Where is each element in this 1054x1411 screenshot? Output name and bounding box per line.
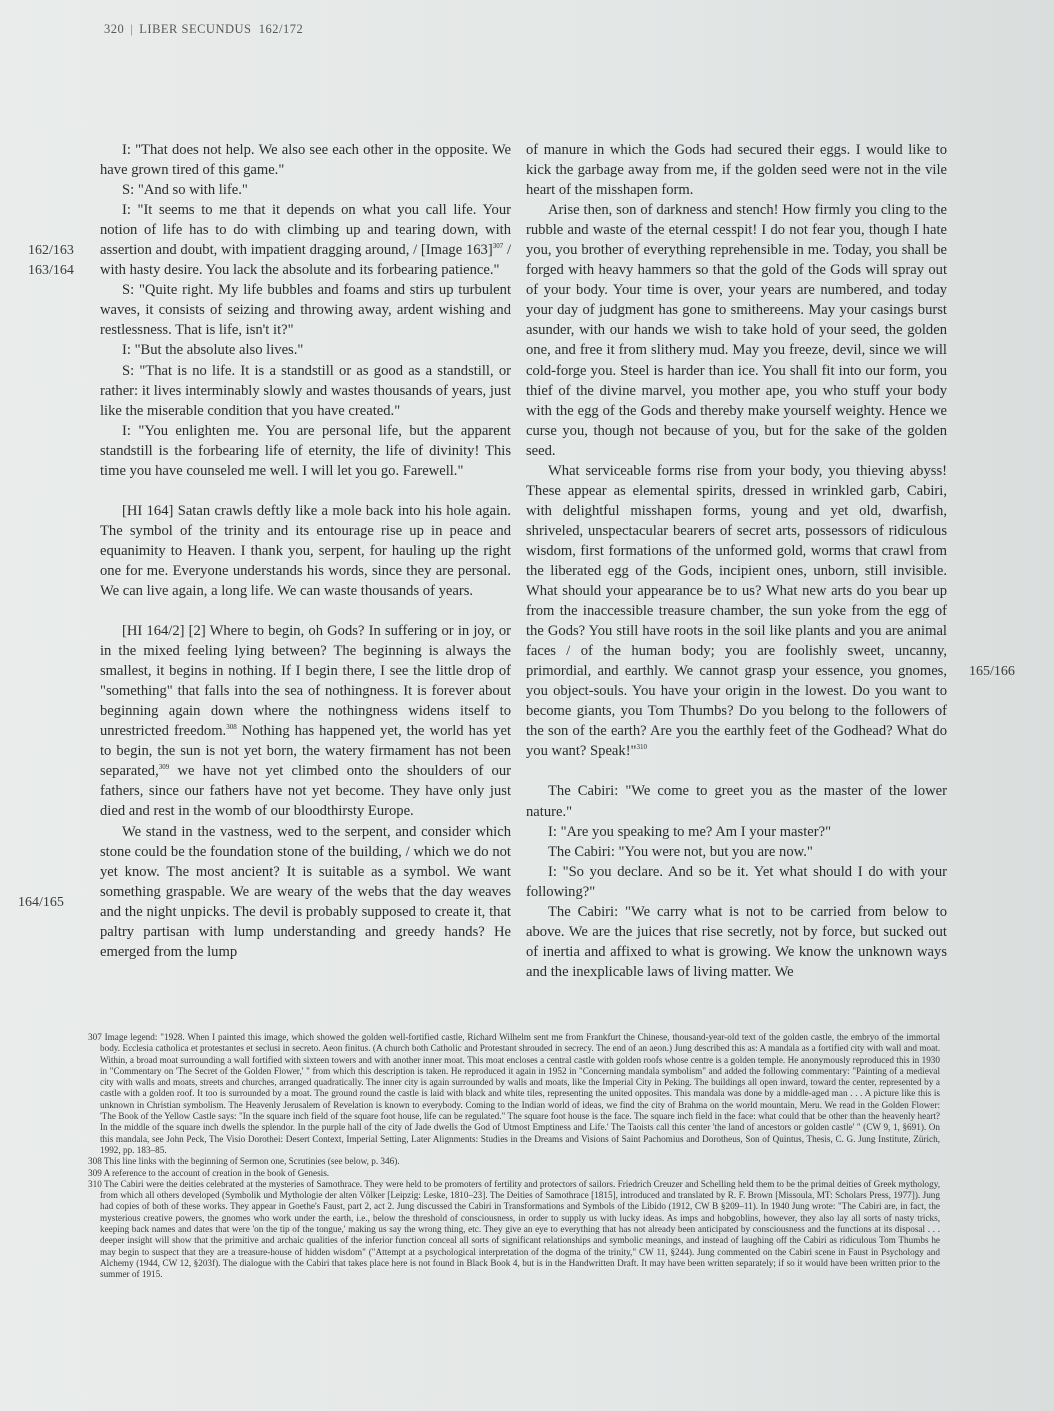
paragraph: S: "That is no life. It is a standstill or as good as a standstill, or rather: it lives interminably slowly and wastes thousands of years, just like the miserable condition that you have created." — [100, 362, 511, 419]
left-text-column — [100, 140, 511, 962]
running-head — [104, 22, 303, 37]
paragraph-text: we have not yet climbed onto the shoulders of our fathers, since our fathers have not yet become. They have only just died and rest in the womb of our bloodthirsty Europe. — [100, 763, 511, 820]
book-title: LIBER SECUNDUS — [139, 22, 252, 36]
paragraph: We stand in the vastness, wed to the serpent, and consider which stone could be the foundation stone of the building, / which we do not yet know. The most ancient? It is suitable as a symbol. We want something graspable. We are weary of the webs that the day weaves and the night unpicks. The devil is probably supposed to create it, that paltry partisan with lump understanding and greedy hands? He emerged from the lump — [100, 823, 511, 960]
paragraph-text: What serviceable forms rise from your body, you thieving abyss! These appear as elemental spirits, dressed in wrinkled garb, Cabiri, with delightful misshapen forms, young and yet old, dwarfish, shriveled, unspectacular bearers of secret arts, possessors of ridiculous wisdom, first formations of the unformed gold, worms that crawl from the liberated egg of the Gods, incipient ones, unborn, still invisible. What should your appearance be to us? What new arts do you bear up from the inaccessible treasure chamber, the sun yoke from the egg of the Gods? You still have roots in the soil like plants and you are animal faces / of the human body; you are foolishly sweet, uncanny, primordial, and earthly. We cannot grasp your essence, you gnomes, you object-souls. You have your origin in the lowest. Do you want to become giants, you Tom Thumbs? Do you belong to the followers of the son of the earth? Are you the earthly feet of the Godhead? What do you want? Speak!" — [526, 462, 947, 760]
paragraph: S: "And so with life." — [122, 182, 248, 199]
paragraph: Arise then, son of darkness and stench! How firmly you cling to the rubble and waste of the eternal cesspit! I do not fear you, though I hate you, you brother of everything reprehensible in me. Today, you shall be forged with heavy hammers so that the gold of the Gods will spray out of your body. Your time is over, your years are numbered, and today your day of judgment has gone to smithereens. May your casings burst asunder, with our hands we wish to take hold of your seed, the golden one, and free it from slithery mud. May you freeze, devil, since we will cold-forge you. Steel is harder than ice. You shall fit into our form, you thief of the divine marvel, you mother ape, you who stuff your body with the egg of the Gods and thereby make yourself weighty. Hence we curse you, though not because of you, but for the sake of the golden seed. — [526, 202, 947, 459]
margin-note: 165/166 — [969, 664, 1015, 679]
footnote: 307 Image legend: "1928. When I painted this image, which showed the golden well-fortified castle, Richard Wilhelm sent me from Frankfurt the Chinese, thousand-year-old text of the golden castle, the embryo of the immortal body. Ecclesia catholica et protestantes et seclusi in secreto. Aeon finitus. (A church both Catholic and Protestant shrouded in secrecy. The end of an aeon.) Jung described this as: A mandala as a fortified city with wall and moat. Within, a broad moat surrounding a wall fortified with sixteen towers and with another inner moat. This moat encloses a central castle with golden roofs whose centre is a golden temple. He anonymously reproduced this in 1930 in "Commentary on 'The Secret of the Golden Flower,' " from which this description is taken. He reproduced it again in 1952 in "Concerning mandala symbolism" and added the following commentary: "Painting of a medieval city with walls and moats, streets and churches, arranged quadratically. The inner city is again surrounded by walls and moats, like the Imperial City in Peking. The buildings all open inward, toward the center, represented by a castle with a golden roof. It too is surrounded by a moat. The ground round the castle is laid with black and white tiles, representing the united opposites. This mandala was done by a middle-aged man . . . A picture like this is unknown in Christian symbolism. The Heavenly Jerusalem of Revelation is known to everybody. Coming to the Indian world of ideas, we find the city of Brahma on the world mountain, Meru. We read in the Golden Flower: 'The Book of the Yellow Castle says: "In the square inch field of the square foot house, life can be regulated." The square foot house is the face. The square inch field in the face: what could that be other than the heavenly heart? In the middle of the square inch dwells the splendor. In the purple hall of the city of Jade dwells the God of Utmost Emptiness and Life.' The Taoists call this center 'the land of ancestors or golden castle' " (CW 9, 1, §691). On this mandala, see John Peck, The Visio Dorothei: Desert Context, Imperial Setting, Later Alignments: Studies in the Dreams and Visions of Saint Pachomius and Dorotheus, Son of Quintus, Thesis, C. G. Jung Institute, Zürich, 1992, pp. 183–85. — [88, 1032, 940, 1155]
paragraph: The Cabiri: "We carry what is not to be carried from below to above. We are the juices that rise secretly, not by force, but sucked out of inertia and affixed to what is growing. We know the unknown ways and the inexplicable laws of living matter. We — [526, 903, 947, 980]
paragraph: of manure in which the Gods had secured their eggs. I would like to kick the garbage away from me, if the golden seed were not in the vile heart of the misshapen form. — [526, 142, 947, 199]
footnote-ref[interactable]: 307 — [492, 242, 504, 251]
footnote: 310 The Cabiri were the deities celebrated at the mysteries of Samothrace. They were held to be promoters of fertility and protectors of sailors. Friedrich Creuzer and Schelling held them to be the primal deities of Greek mythology, from which all others developed (Symbolik und Mythologie der alten Völker [Leipzig: Leske, 1810–23]. The Deities of Samothrace [1815], introduced and translated by R. F. Brown [Missoula, MT: Scholars Press, 1977]). Jung had copies of both of these works. They appear in Goethe's Faust, part 2, act 2. Jung discussed the Cabiri in Transformations and Symbols of the Libido (1912, CW B §209–11). In 1940 Jung wrote: "The Cabiri are, in fact, the mysterious creative powers, the gnomes who work under the earth, i.e., below the threshold of consciousness, in order to supply us with lucky ideas. As imps and hobgoblins, however, they also lay all sorts of nasty tricks, keeping back names and dates that were 'on the tip of the tongue,' making us say the wrong thing, etc. They give an eye to everything that has not already been anticipated by consciousness and the functions at its disposal . . . deeper insight will show that the primitive and archaic qualities of the inferior function conceal all sorts of significant relationships and symbolic meanings, and instead of laughing off the Cabiri as ridiculous Tom Thumbs he may begin to suspect that they are a treasure-house of hidden wisdom" ("Attempt at a psychological interpretation of the dogma of the trinity," CW 11, §244). Jung commented on the Cabiri scene in Faust in Psychology and Alchemy (1944, CW 12, §203f). The dialogue with the Cabiri that takes place here is not found in Black Book 4, but is in the Handwritten Draft. It may have been written separately; if so it would have been written prior to the summer of 1915. — [88, 1178, 940, 1280]
paragraph: The Cabiri: "We come to greet you as the master of the lower nature." — [526, 783, 947, 820]
paragraph — [100, 200, 511, 280]
paragraph-text: / with hasty desire. You lack the absolute and its forbearing patience." — [100, 242, 511, 279]
footnote-ref[interactable]: 310 — [636, 743, 648, 752]
footnote-ref[interactable]: 309 — [158, 763, 170, 772]
paragraph: I: "So you declare. And so be it. Yet what should I do with your following?" — [526, 863, 947, 900]
folio-reference: 162/172 — [258, 22, 304, 36]
margin-note: 162/163 — [28, 243, 74, 258]
paragraph: The Cabiri: "You were not, but you are now." — [548, 843, 813, 860]
margin-note: 164/165 — [18, 895, 64, 910]
paragraph — [100, 621, 511, 821]
footnote-ref[interactable]: 308 — [226, 723, 237, 732]
paragraph: I: "Are you speaking to me? Am I your master?" — [548, 823, 832, 840]
paragraph: I: "You enlighten me. You are personal life, but the apparent standstill is the forbearing life of eternity, the life of divinity! This time you have counseled me well. I will let you go. Farewell." — [100, 422, 511, 479]
paragraph: [HI 164] Satan crawls deftly like a mole back into his hole again. The symbol of the trinity and its entourage rise up in peace and equanimity to Heaven. I thank you, serpent, for hauling up the right one for me. Everyone understands his words, since they are personal. We can live again, a long life. We can waste thousands of years. — [100, 502, 511, 599]
margin-note: 163/164 — [28, 263, 74, 278]
header-separator: | — [130, 22, 134, 36]
footnote: 309 A reference to the account of creation in the book of Genesis. — [88, 1167, 330, 1178]
paragraph: S: "Quite right. My life bubbles and foams and stirs up turbulent waves, it consists of seizing and throwing away, ardent wishing and restlessness. That is life, isn't it?" — [100, 282, 511, 339]
paragraph-text: [HI 164/2] [2] Where to begin, oh Gods? In suffering or in joy, or in the mixed feeling lying between? The beginning is always the smallest, it begins in nothing. If I begin there, I see the little drop of "something" that falls into the sea of nothingness. It is forever about beginning again down where the nothingness widens itself to unrestricted freedom. — [100, 623, 511, 740]
footnote: 308 This line links with the beginning of Sermon one, Scrutinies (see below, p. 346). — [88, 1156, 400, 1167]
right-text-column — [526, 140, 947, 982]
paragraph: I: "That does not help. We also see each other in the opposite. We have grown tired of this game." — [100, 142, 511, 179]
paragraph: I: "But the absolute also lives." — [122, 342, 304, 359]
paragraph — [526, 461, 947, 762]
footnotes-section — [88, 1032, 940, 1281]
page-number: 320 — [104, 22, 125, 36]
paragraph-text: Nothing has happened yet, the world has yet to begin, the sun is not yet born, the watery firmament has not been separated, — [100, 723, 511, 780]
paragraph-text: I: "It seems to me that it depends on what you call life. Your notion of life has to do with climbing up and tearing down, with assertion and doubt, with impatient dragging around, / [Image 163] — [100, 202, 511, 259]
